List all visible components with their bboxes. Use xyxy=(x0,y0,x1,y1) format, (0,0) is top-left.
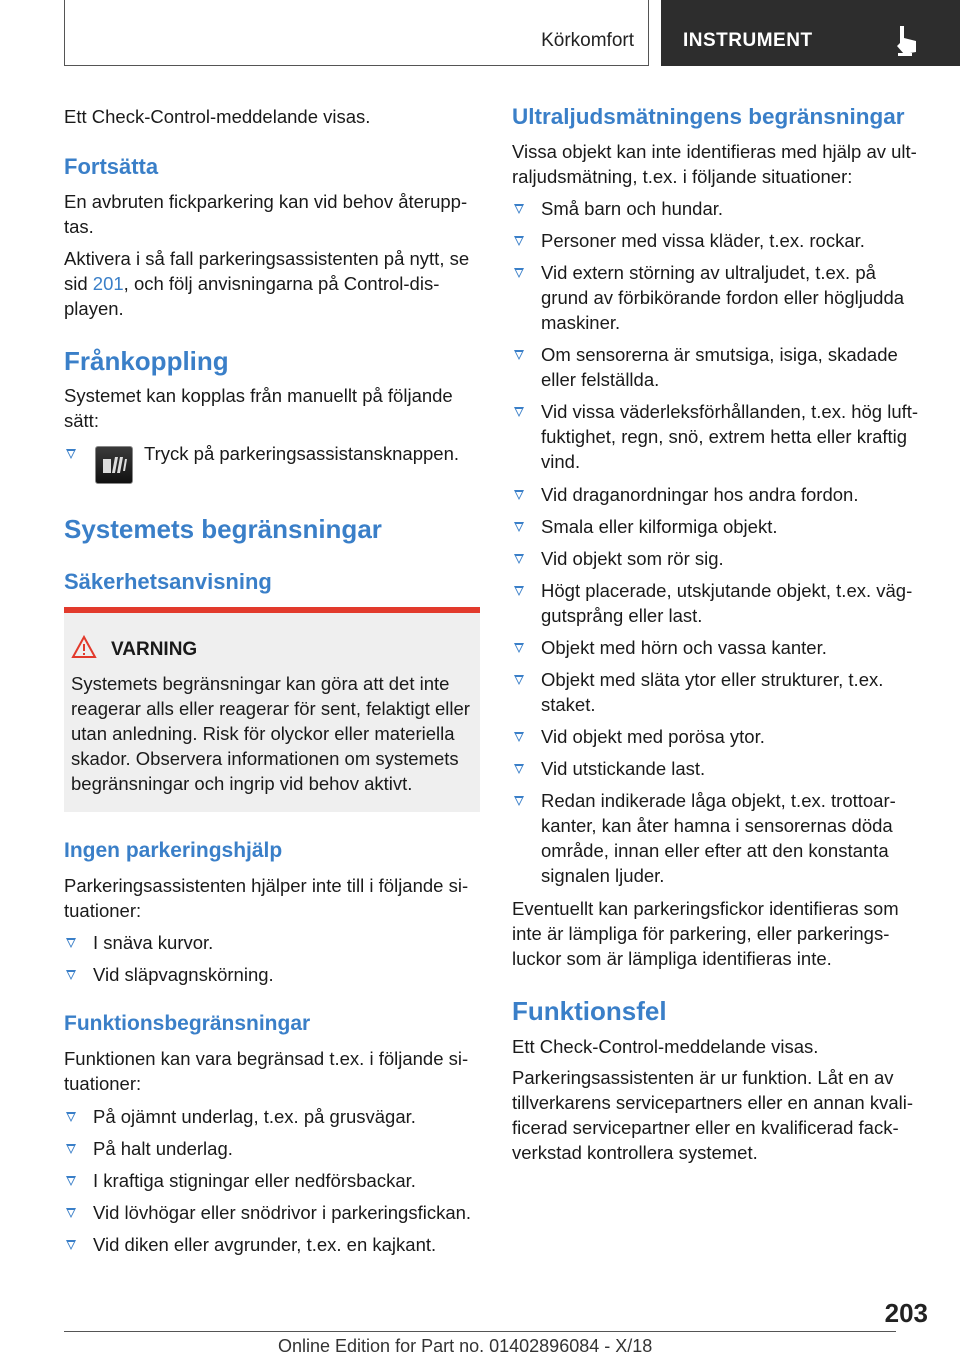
bullet-triangle-icon xyxy=(514,236,524,246)
bullet-triangle-icon xyxy=(66,1144,76,1154)
bullet-text: Vid draganordningar hos andra fordon. xyxy=(541,484,859,505)
bullet-triangle-icon xyxy=(514,796,524,806)
heading-frankoppling: Frånkoppling xyxy=(64,346,229,376)
warning-text: Systemets begränsningar kan göra att det inte reagerar alls eller reagerar för sent, felaktigt eller utan anledning. Risk för olyckor eller materiella skador. Observera informationen om systemets begränsningar och ingrip vid behov aktivt. xyxy=(71,673,470,794)
bullet-triangle-icon xyxy=(514,204,524,214)
bullet-text: Vid släpvagnskörning. xyxy=(93,964,274,985)
page-link-201[interactable]: 201 xyxy=(92,273,124,294)
list-item xyxy=(512,399,928,474)
bullet-triangle-icon xyxy=(514,732,524,742)
list-item xyxy=(64,1232,480,1257)
list-item xyxy=(64,1200,482,1225)
funk-paragraph: Funktionen kan vara begränsad t.ex. i följande situationer: xyxy=(64,1048,469,1094)
list-item xyxy=(512,788,928,888)
pointing-hand-icon xyxy=(891,24,921,56)
bullet-text: Vid vissa väderleksförhållanden, t.ex. hög luftfuktighet, regn, snö, extrem hetta eller kraftig vind. xyxy=(541,401,919,472)
chapter-tab-label: INSTRUMENT xyxy=(683,30,813,51)
bullet-triangle-icon xyxy=(66,1176,76,1186)
bullet-text: Objekt med släta ytor eller strukturer, t.ex. staket. xyxy=(541,669,884,715)
heading-funktionsfel: Funktionsfel xyxy=(512,996,667,1026)
bullet-triangle-icon xyxy=(66,1208,76,1218)
heading-ultraljud: Ultraljudsmätningens begränsningar xyxy=(512,104,905,129)
bullet-text: Vid lövhögar eller snödrivor i parkeringsfickan. xyxy=(93,1202,472,1223)
bullet-triangle-icon xyxy=(66,938,76,948)
bullet-text: Personer med vissa kläder, t.ex. rockar. xyxy=(541,230,865,251)
bullet-text: Smala eller kilformiga objekt. xyxy=(541,516,778,537)
bullet-triangle-icon xyxy=(514,350,524,360)
list-item xyxy=(64,1104,480,1129)
page-number: 203 xyxy=(884,1298,928,1328)
chapter-tab[interactable] xyxy=(661,0,960,66)
ultra-after-paragraph: Eventuellt kan parkeringsfickor identifieras som inte är lämpliga för parkering, eller parkeringsluckor som är lämpliga identifieras inte. xyxy=(512,898,899,969)
bullet-text: Redan indikerade låga objekt, t.ex. trottoarkanter, kan åter hamna i sensorernas döda område, innan eller efter att den konstanta signalen ljuder. xyxy=(541,790,896,886)
bullet-text: Vid utstickande last. xyxy=(541,758,706,779)
heading-ingen-parkeringshjalp: Ingen parkeringshjälp xyxy=(64,839,283,862)
bullet-triangle-icon xyxy=(66,449,76,459)
edition-text: Online Edition for Part no. 01402896084 - X/18 xyxy=(278,1336,653,1356)
heading-systemets-begransningar: Systemets begränsningar xyxy=(64,514,382,544)
parking-assistant-button-icon xyxy=(95,446,133,484)
warning-title: VARNING xyxy=(111,639,198,660)
warning-triangle-icon xyxy=(71,635,97,659)
list-item xyxy=(512,260,928,335)
ultra-paragraph: Vissa objekt kan inte identifieras med hjälp av ultraljudsmätning, t.ex. i följande situationer: xyxy=(512,141,917,187)
fel-paragraph-2: Parkeringsassistenten är ur funktion. Låt en av tillverkarens servicepartners eller en annan kvalificerad servicepartner eller en kvalificerad fackverkstad kontrollera systemet. xyxy=(512,1067,914,1163)
bullet-text: I kraftiga stigningar eller nedförsbackar. xyxy=(93,1170,416,1191)
fortsatta-p2-text-b: , och följ anvisningarna på Control-displayen. xyxy=(64,273,440,319)
list-item xyxy=(512,228,928,253)
heading-funktionsbegransningar: Funktionsbegränsningar xyxy=(64,1012,311,1035)
list-item xyxy=(64,962,480,987)
bullet-triangle-icon xyxy=(66,1112,76,1122)
bullet-triangle-icon xyxy=(514,407,524,417)
list-item xyxy=(512,756,928,781)
list-item xyxy=(512,546,928,571)
fel-paragraph-1: Ett Check-Control-meddelande visas. xyxy=(512,1036,819,1057)
bullet-triangle-icon xyxy=(514,268,524,278)
bullet-text: På halt underlag. xyxy=(93,1138,233,1159)
bullet-text: Vid objekt med porösa ytor. xyxy=(541,726,765,747)
bullet-text: Vid extern störning av ultraljudet, t.ex. på grund av förbikörande fordon eller högljudda maskiner. xyxy=(541,262,905,333)
bullet-text: Vid objekt som rör sig. xyxy=(541,548,724,569)
fortsatta-paragraph-2 xyxy=(64,246,480,321)
ingen-paragraph: Parkeringsassistenten hjälper inte till i följande situationer: xyxy=(64,875,469,921)
bullet-text: Högt placerade, utskjutande objekt, t.ex. väggutsprång eller last. xyxy=(541,580,913,626)
heading-sakerhetsanvisning: Säkerhetsanvisning xyxy=(64,569,272,594)
bullet-text: Små barn och hundar. xyxy=(541,198,724,219)
intro-text: Ett Check-Control-meddelande visas. xyxy=(64,106,371,127)
fortsatta-p2-text-a: Aktivera i så fall parkeringsassistenten på nytt, se sid xyxy=(64,248,470,294)
warning-box xyxy=(64,607,480,812)
bullet-triangle-icon xyxy=(514,764,524,774)
section-tab-label: Körkomfort xyxy=(541,30,634,51)
list-item xyxy=(512,724,928,749)
list-item xyxy=(64,930,480,955)
list-item xyxy=(512,342,928,392)
list-item xyxy=(512,578,928,628)
section-tab[interactable] xyxy=(64,0,649,66)
bullet-triangle-icon xyxy=(66,1240,76,1250)
list-item xyxy=(512,514,928,539)
frankoppling-paragraph: Systemet kan kopplas från manuellt på följande sätt: xyxy=(64,385,453,431)
bullet-triangle-icon xyxy=(514,675,524,685)
list-item xyxy=(512,482,928,507)
list-item xyxy=(512,667,928,717)
bullet-text: Vid diken eller avgrunder, t.ex. en kajkant. xyxy=(93,1234,437,1255)
list-item xyxy=(64,1136,480,1161)
bullet-text: På ojämnt underlag, t.ex. på grusvägar. xyxy=(93,1106,416,1127)
heading-fortsatta: Fortsätta xyxy=(64,154,159,179)
bullet-text: Objekt med hörn och vassa kanter. xyxy=(541,637,827,658)
bullet-triangle-icon xyxy=(514,643,524,653)
list-item xyxy=(64,1168,480,1193)
page-header xyxy=(64,0,960,66)
list-item xyxy=(512,635,928,660)
bullet-text: Tryck på parkeringsassistansknappen. xyxy=(144,443,459,464)
fortsatta-paragraph-1: En avbruten fickparkering kan vid behov återupptas. xyxy=(64,191,468,237)
bullet-triangle-icon xyxy=(514,554,524,564)
bullet-triangle-icon xyxy=(514,586,524,596)
bullet-triangle-icon xyxy=(66,970,76,980)
bullet-text: Om sensorerna är smutsiga, isiga, skadade eller felställda. xyxy=(541,344,898,390)
bullet-triangle-icon xyxy=(514,522,524,532)
bullet-text: I snäva kurvor. xyxy=(93,932,214,953)
bullet-triangle-icon xyxy=(514,490,524,500)
footer-divider xyxy=(64,1331,896,1332)
list-item xyxy=(512,196,928,221)
